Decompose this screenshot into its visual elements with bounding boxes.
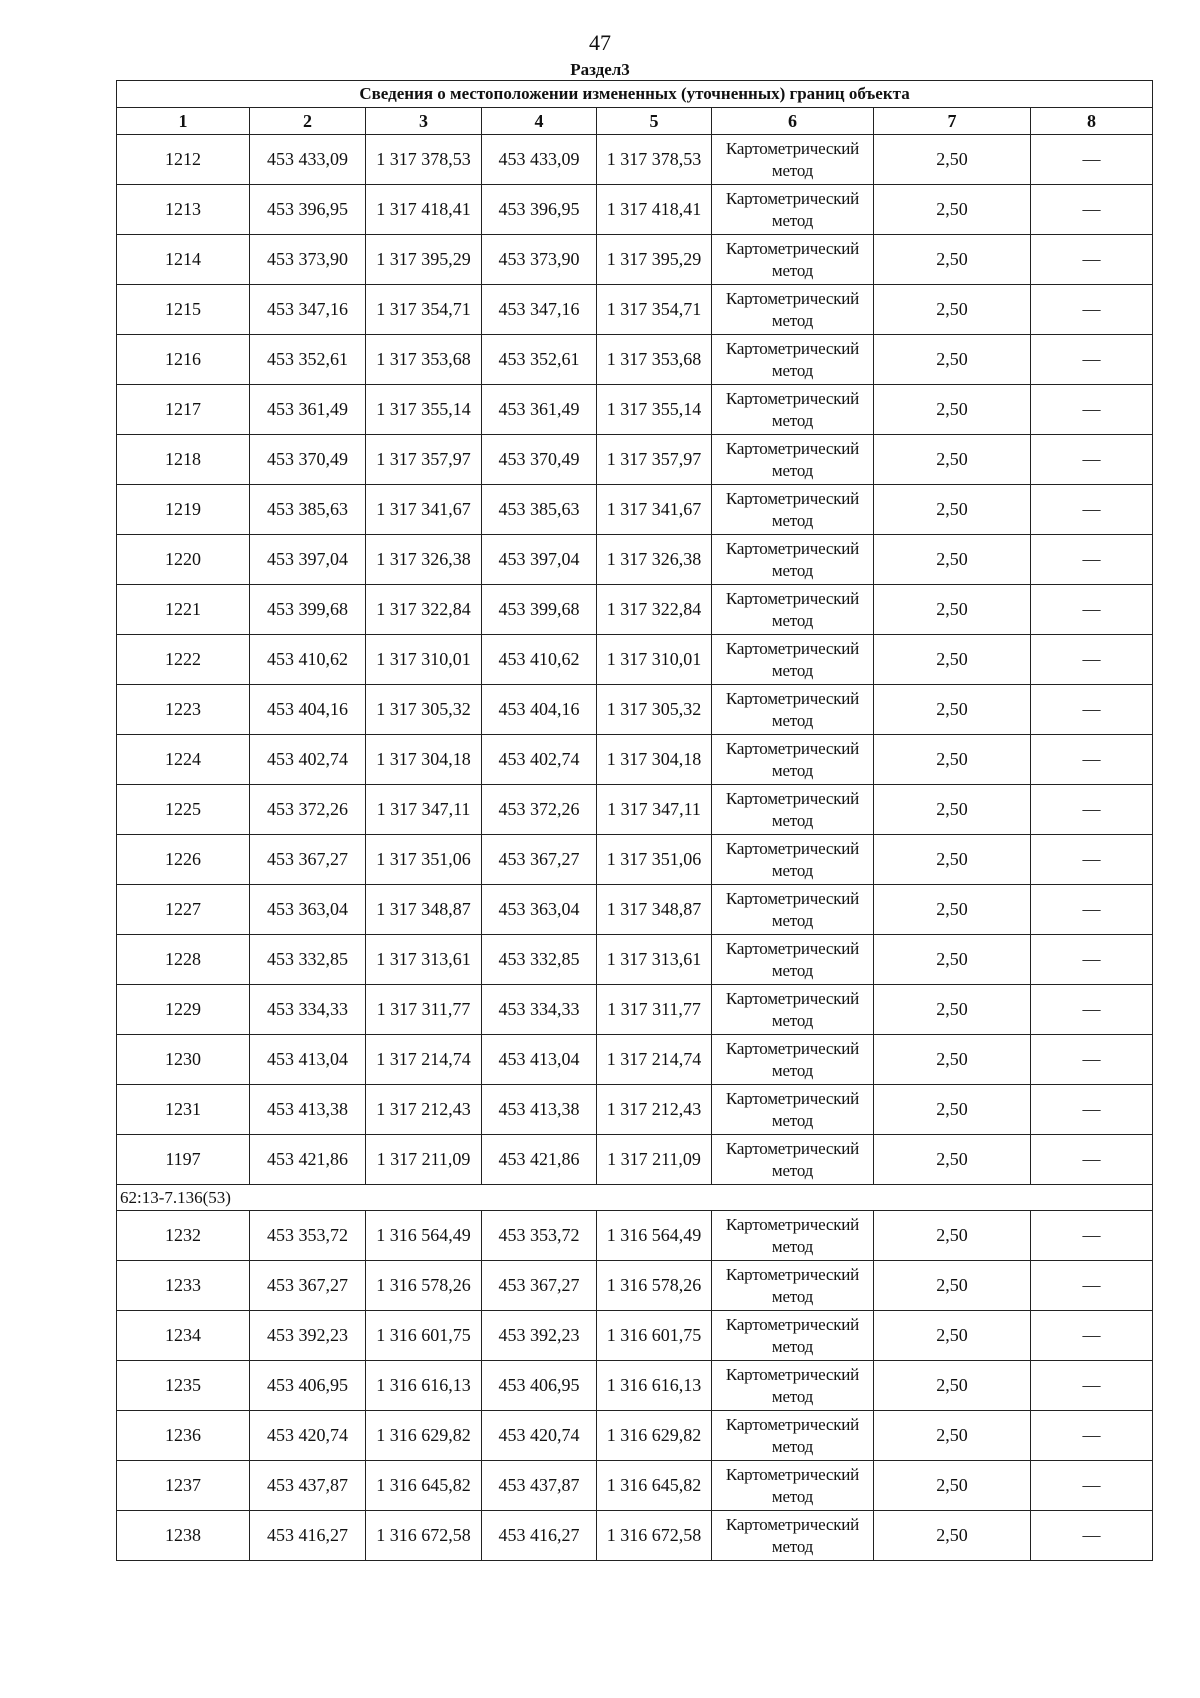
x-coord-cell: 453 399,68: [250, 585, 366, 635]
table-row: [117, 1135, 1153, 1185]
table-row: [117, 1361, 1153, 1411]
table-caption: Сведения о местоположении измененных (уточненных) границ объекта: [117, 81, 1153, 108]
description-cell: —: [1031, 1511, 1153, 1561]
method-cell: Картометрический метод: [712, 1135, 874, 1185]
page-number: 47: [589, 30, 611, 55]
method-cell: Картометрический метод: [712, 685, 874, 735]
description-cell: —: [1031, 1211, 1153, 1261]
x-coord-cell: 453 413,04: [250, 1035, 366, 1085]
description-cell: —: [1031, 135, 1153, 185]
y-coord-cell: 1 316 616,13: [597, 1361, 712, 1411]
x-coord-cell: 453 406,95: [482, 1361, 597, 1411]
method-cell: Картометрический метод: [712, 1085, 874, 1135]
y-coord-cell: 1 317 354,71: [366, 285, 482, 335]
y-coord-cell: 1 317 378,53: [366, 135, 482, 185]
accuracy-cell: 2,50: [874, 485, 1031, 535]
accuracy-cell: 2,50: [874, 385, 1031, 435]
accuracy-cell: 2,50: [874, 535, 1031, 585]
y-coord-cell: 1 317 311,77: [366, 985, 482, 1035]
y-coord-cell: 1 316 645,82: [366, 1461, 482, 1511]
x-coord-cell: 453 373,90: [482, 235, 597, 285]
point-number-cell: 1237: [117, 1461, 250, 1511]
description-cell: —: [1031, 385, 1153, 435]
point-number-cell: 1236: [117, 1411, 250, 1461]
accuracy-cell: 2,50: [874, 1361, 1031, 1411]
accuracy-cell: 2,50: [874, 585, 1031, 635]
method-cell: Картометрический метод: [712, 735, 874, 785]
y-coord-cell: 1 316 564,49: [366, 1211, 482, 1261]
table-row: [117, 835, 1153, 885]
point-number-cell: 1214: [117, 235, 250, 285]
point-number-cell: 1230: [117, 1035, 250, 1085]
x-coord-cell: 453 397,04: [482, 535, 597, 585]
accuracy-cell: 2,50: [874, 1311, 1031, 1361]
y-coord-cell: 1 316 645,82: [597, 1461, 712, 1511]
x-coord-cell: 453 332,85: [482, 935, 597, 985]
description-cell: —: [1031, 1261, 1153, 1311]
description-cell: —: [1031, 885, 1153, 935]
y-coord-cell: 1 317 347,11: [366, 785, 482, 835]
x-coord-cell: 453 367,27: [250, 1261, 366, 1311]
method-cell: Картометрический метод: [712, 935, 874, 985]
method-cell: Картометрический метод: [712, 535, 874, 585]
table-row: [117, 485, 1153, 535]
x-coord-cell: 453 404,16: [250, 685, 366, 735]
x-coord-cell: 453 392,23: [250, 1311, 366, 1361]
column-header: 8: [1031, 108, 1153, 135]
method-cell: Картометрический метод: [712, 1461, 874, 1511]
table-group-row: [117, 1185, 1153, 1211]
accuracy-cell: 2,50: [874, 935, 1031, 985]
x-coord-cell: 453 410,62: [482, 635, 597, 685]
x-coord-cell: 453 396,95: [250, 185, 366, 235]
method-cell: Картометрический метод: [712, 1311, 874, 1361]
description-cell: —: [1031, 685, 1153, 735]
y-coord-cell: 1 316 616,13: [366, 1361, 482, 1411]
y-coord-cell: 1 316 578,26: [366, 1261, 482, 1311]
y-coord-cell: 1 317 211,09: [597, 1135, 712, 1185]
y-coord-cell: 1 317 326,38: [366, 535, 482, 585]
y-coord-cell: 1 317 212,43: [597, 1085, 712, 1135]
description-cell: —: [1031, 1035, 1153, 1085]
point-number-cell: 1234: [117, 1311, 250, 1361]
x-coord-cell: 453 385,63: [250, 485, 366, 535]
x-coord-cell: 453 437,87: [482, 1461, 597, 1511]
x-coord-cell: 453 433,09: [250, 135, 366, 185]
y-coord-cell: 1 317 395,29: [597, 235, 712, 285]
x-coord-cell: 453 416,27: [482, 1511, 597, 1561]
table-row: [117, 1035, 1153, 1085]
description-cell: —: [1031, 1411, 1153, 1461]
point-number-cell: 1235: [117, 1361, 250, 1411]
x-coord-cell: 453 352,61: [482, 335, 597, 385]
table-row: [117, 1511, 1153, 1561]
x-coord-cell: 453 347,16: [250, 285, 366, 335]
x-coord-cell: 453 361,49: [482, 385, 597, 435]
x-coord-cell: 453 334,33: [482, 985, 597, 1035]
y-coord-cell: 1 317 305,32: [366, 685, 482, 735]
description-cell: —: [1031, 335, 1153, 385]
point-number-cell: 1197: [117, 1135, 250, 1185]
accuracy-cell: 2,50: [874, 335, 1031, 385]
table-row: [117, 635, 1153, 685]
accuracy-cell: 2,50: [874, 1411, 1031, 1461]
y-coord-cell: 1 317 214,74: [597, 1035, 712, 1085]
x-coord-cell: 453 410,62: [250, 635, 366, 685]
accuracy-cell: 2,50: [874, 635, 1031, 685]
x-coord-cell: 453 361,49: [250, 385, 366, 435]
x-coord-cell: 453 372,26: [250, 785, 366, 835]
point-number-cell: 1221: [117, 585, 250, 635]
y-coord-cell: 1 316 601,75: [597, 1311, 712, 1361]
y-coord-cell: 1 317 322,84: [597, 585, 712, 635]
x-coord-cell: 453 399,68: [482, 585, 597, 635]
point-number-cell: 1231: [117, 1085, 250, 1135]
y-coord-cell: 1 317 355,14: [597, 385, 712, 435]
y-coord-cell: 1 317 418,41: [366, 185, 482, 235]
y-coord-cell: 1 317 353,68: [366, 335, 482, 385]
x-coord-cell: 453 437,87: [250, 1461, 366, 1511]
y-coord-cell: 1 317 351,06: [597, 835, 712, 885]
method-cell: Картометрический метод: [712, 385, 874, 435]
table-row: [117, 685, 1153, 735]
x-coord-cell: 453 402,74: [482, 735, 597, 785]
table-row: [117, 785, 1153, 835]
x-coord-cell: 453 332,85: [250, 935, 366, 985]
y-coord-cell: 1 316 629,82: [366, 1411, 482, 1461]
accuracy-cell: 2,50: [874, 135, 1031, 185]
y-coord-cell: 1 317 313,61: [597, 935, 712, 985]
point-number-cell: 1219: [117, 485, 250, 535]
accuracy-cell: 2,50: [874, 1461, 1031, 1511]
point-number-cell: 1224: [117, 735, 250, 785]
y-coord-cell: 1 317 305,32: [597, 685, 712, 735]
y-coord-cell: 1 317 353,68: [597, 335, 712, 385]
y-coord-cell: 1 317 354,71: [597, 285, 712, 335]
y-coord-cell: 1 316 564,49: [597, 1211, 712, 1261]
description-cell: —: [1031, 835, 1153, 885]
point-number-cell: 1222: [117, 635, 250, 685]
table-row: [117, 1211, 1153, 1261]
description-cell: —: [1031, 785, 1153, 835]
description-cell: —: [1031, 535, 1153, 585]
point-number-cell: 1229: [117, 985, 250, 1035]
accuracy-cell: 2,50: [874, 1511, 1031, 1561]
y-coord-cell: 1 317 311,77: [597, 985, 712, 1035]
x-coord-cell: 453 367,27: [250, 835, 366, 885]
x-coord-cell: 453 392,23: [482, 1311, 597, 1361]
y-coord-cell: 1 317 348,87: [366, 885, 482, 935]
accuracy-cell: 2,50: [874, 735, 1031, 785]
x-coord-cell: 453 421,86: [482, 1135, 597, 1185]
x-coord-cell: 453 352,61: [250, 335, 366, 385]
y-coord-cell: 1 316 629,82: [597, 1411, 712, 1461]
accuracy-cell: 2,50: [874, 985, 1031, 1035]
point-number-cell: 1225: [117, 785, 250, 835]
description-cell: —: [1031, 985, 1153, 1035]
y-coord-cell: 1 317 348,87: [597, 885, 712, 935]
x-coord-cell: 453 396,95: [482, 185, 597, 235]
y-coord-cell: 1 317 357,97: [597, 435, 712, 485]
x-coord-cell: 453 433,09: [482, 135, 597, 185]
x-coord-cell: 453 413,38: [482, 1085, 597, 1135]
x-coord-cell: 453 420,74: [482, 1411, 597, 1461]
method-cell: Картометрический метод: [712, 435, 874, 485]
x-coord-cell: 453 413,04: [482, 1035, 597, 1085]
boundary-coordinates-table: [116, 80, 1153, 1561]
table-body: [117, 135, 1153, 1561]
description-cell: —: [1031, 1461, 1153, 1511]
description-cell: —: [1031, 435, 1153, 485]
y-coord-cell: 1 316 672,58: [597, 1511, 712, 1561]
y-coord-cell: 1 317 212,43: [366, 1085, 482, 1135]
description-cell: —: [1031, 735, 1153, 785]
accuracy-cell: 2,50: [874, 1085, 1031, 1135]
accuracy-cell: 2,50: [874, 885, 1031, 935]
accuracy-cell: 2,50: [874, 1261, 1031, 1311]
point-number-cell: 1228: [117, 935, 250, 985]
y-coord-cell: 1 317 304,18: [597, 735, 712, 785]
table-row: [117, 1411, 1153, 1461]
accuracy-cell: 2,50: [874, 1135, 1031, 1185]
y-coord-cell: 1 317 326,38: [597, 535, 712, 585]
table-row: [117, 885, 1153, 935]
point-number-cell: 1217: [117, 385, 250, 435]
x-coord-cell: 453 402,74: [250, 735, 366, 785]
table-row: [117, 1085, 1153, 1135]
x-coord-cell: 453 385,63: [482, 485, 597, 535]
table-row: [117, 535, 1153, 585]
method-cell: Картометрический метод: [712, 335, 874, 385]
description-cell: —: [1031, 235, 1153, 285]
y-coord-cell: 1 317 347,11: [597, 785, 712, 835]
point-number-cell: 1226: [117, 835, 250, 885]
y-coord-cell: 1 316 578,26: [597, 1261, 712, 1311]
point-number-cell: 1238: [117, 1511, 250, 1561]
table-row: [117, 1461, 1153, 1511]
description-cell: —: [1031, 1135, 1153, 1185]
accuracy-cell: 2,50: [874, 1035, 1031, 1085]
column-header: 3: [366, 108, 482, 135]
accuracy-cell: 2,50: [874, 785, 1031, 835]
table-caption-row: [117, 81, 1153, 108]
y-coord-cell: 1 317 322,84: [366, 585, 482, 635]
y-coord-cell: 1 317 304,18: [366, 735, 482, 785]
point-number-cell: 1218: [117, 435, 250, 485]
x-coord-cell: 453 420,74: [250, 1411, 366, 1461]
accuracy-cell: 2,50: [874, 285, 1031, 335]
point-number-cell: 1233: [117, 1261, 250, 1311]
y-coord-cell: 1 317 211,09: [366, 1135, 482, 1185]
section-title: Раздел3: [570, 60, 630, 79]
description-cell: —: [1031, 485, 1153, 535]
column-header: 6: [712, 108, 874, 135]
table-row: [117, 135, 1153, 185]
method-cell: Картометрический метод: [712, 185, 874, 235]
method-cell: Картометрический метод: [712, 635, 874, 685]
x-coord-cell: 453 416,27: [250, 1511, 366, 1561]
method-cell: Картометрический метод: [712, 135, 874, 185]
method-cell: Картометрический метод: [712, 285, 874, 335]
point-number-cell: 1232: [117, 1211, 250, 1261]
method-cell: Картометрический метод: [712, 835, 874, 885]
method-cell: Картометрический метод: [712, 1511, 874, 1561]
y-coord-cell: 1 317 395,29: [366, 235, 482, 285]
method-cell: Картометрический метод: [712, 1035, 874, 1085]
accuracy-cell: 2,50: [874, 1211, 1031, 1261]
point-number-cell: 1216: [117, 335, 250, 385]
method-cell: Картометрический метод: [712, 1361, 874, 1411]
y-coord-cell: 1 317 351,06: [366, 835, 482, 885]
method-cell: Картометрический метод: [712, 585, 874, 635]
x-coord-cell: 453 347,16: [482, 285, 597, 335]
x-coord-cell: 453 373,90: [250, 235, 366, 285]
accuracy-cell: 2,50: [874, 235, 1031, 285]
method-cell: Картометрический метод: [712, 885, 874, 935]
y-coord-cell: 1 317 378,53: [597, 135, 712, 185]
method-cell: Картометрический метод: [712, 985, 874, 1035]
x-coord-cell: 453 404,16: [482, 685, 597, 735]
column-header: 7: [874, 108, 1031, 135]
description-cell: —: [1031, 285, 1153, 335]
x-coord-cell: 453 353,72: [250, 1211, 366, 1261]
method-cell: Картометрический метод: [712, 785, 874, 835]
point-number-cell: 1212: [117, 135, 250, 185]
table-row: [117, 385, 1153, 435]
accuracy-cell: 2,50: [874, 435, 1031, 485]
table-row: [117, 435, 1153, 485]
x-coord-cell: 453 397,04: [250, 535, 366, 585]
x-coord-cell: 453 413,38: [250, 1085, 366, 1135]
y-coord-cell: 1 317 341,67: [597, 485, 712, 535]
table-row: [117, 935, 1153, 985]
column-header: 5: [597, 108, 712, 135]
point-number-cell: 1213: [117, 185, 250, 235]
description-cell: —: [1031, 1311, 1153, 1361]
point-number-cell: 1220: [117, 535, 250, 585]
x-coord-cell: 453 370,49: [482, 435, 597, 485]
table-row: [117, 185, 1153, 235]
x-coord-cell: 453 363,04: [250, 885, 366, 935]
x-coord-cell: 453 363,04: [482, 885, 597, 935]
accuracy-cell: 2,50: [874, 685, 1031, 735]
y-coord-cell: 1 317 310,01: [366, 635, 482, 685]
column-header: 1: [117, 108, 250, 135]
point-number-cell: 1215: [117, 285, 250, 335]
y-coord-cell: 1 316 672,58: [366, 1511, 482, 1561]
table-row: [117, 335, 1153, 385]
method-cell: Картометрический метод: [712, 1211, 874, 1261]
description-cell: —: [1031, 1085, 1153, 1135]
table-row: [117, 1261, 1153, 1311]
y-coord-cell: 1 316 601,75: [366, 1311, 482, 1361]
accuracy-cell: 2,50: [874, 835, 1031, 885]
x-coord-cell: 453 353,72: [482, 1211, 597, 1261]
method-cell: Картометрический метод: [712, 1261, 874, 1311]
x-coord-cell: 453 406,95: [250, 1361, 366, 1411]
table-header-row: [117, 108, 1153, 135]
accuracy-cell: 2,50: [874, 185, 1031, 235]
table-row: [117, 235, 1153, 285]
table-row: [117, 585, 1153, 635]
x-coord-cell: 453 334,33: [250, 985, 366, 1035]
y-coord-cell: 1 317 355,14: [366, 385, 482, 435]
table-row: [117, 1311, 1153, 1361]
description-cell: —: [1031, 1361, 1153, 1411]
y-coord-cell: 1 317 310,01: [597, 635, 712, 685]
group-label: 62:13-7.136(53): [117, 1185, 1153, 1211]
point-number-cell: 1227: [117, 885, 250, 935]
x-coord-cell: 453 367,27: [482, 835, 597, 885]
column-header: 4: [482, 108, 597, 135]
x-coord-cell: 453 421,86: [250, 1135, 366, 1185]
table-row: [117, 735, 1153, 785]
y-coord-cell: 1 317 313,61: [366, 935, 482, 985]
description-cell: —: [1031, 185, 1153, 235]
method-cell: Картометрический метод: [712, 235, 874, 285]
table-row: [117, 285, 1153, 335]
description-cell: —: [1031, 935, 1153, 985]
table-row: [117, 985, 1153, 1035]
point-number-cell: 1223: [117, 685, 250, 735]
description-cell: —: [1031, 635, 1153, 685]
x-coord-cell: 453 372,26: [482, 785, 597, 835]
method-cell: Картометрический метод: [712, 1411, 874, 1461]
column-header: 2: [250, 108, 366, 135]
y-coord-cell: 1 317 357,97: [366, 435, 482, 485]
y-coord-cell: 1 317 214,74: [366, 1035, 482, 1085]
x-coord-cell: 453 370,49: [250, 435, 366, 485]
y-coord-cell: 1 317 341,67: [366, 485, 482, 535]
x-coord-cell: 453 367,27: [482, 1261, 597, 1311]
y-coord-cell: 1 317 418,41: [597, 185, 712, 235]
method-cell: Картометрический метод: [712, 485, 874, 535]
description-cell: —: [1031, 585, 1153, 635]
